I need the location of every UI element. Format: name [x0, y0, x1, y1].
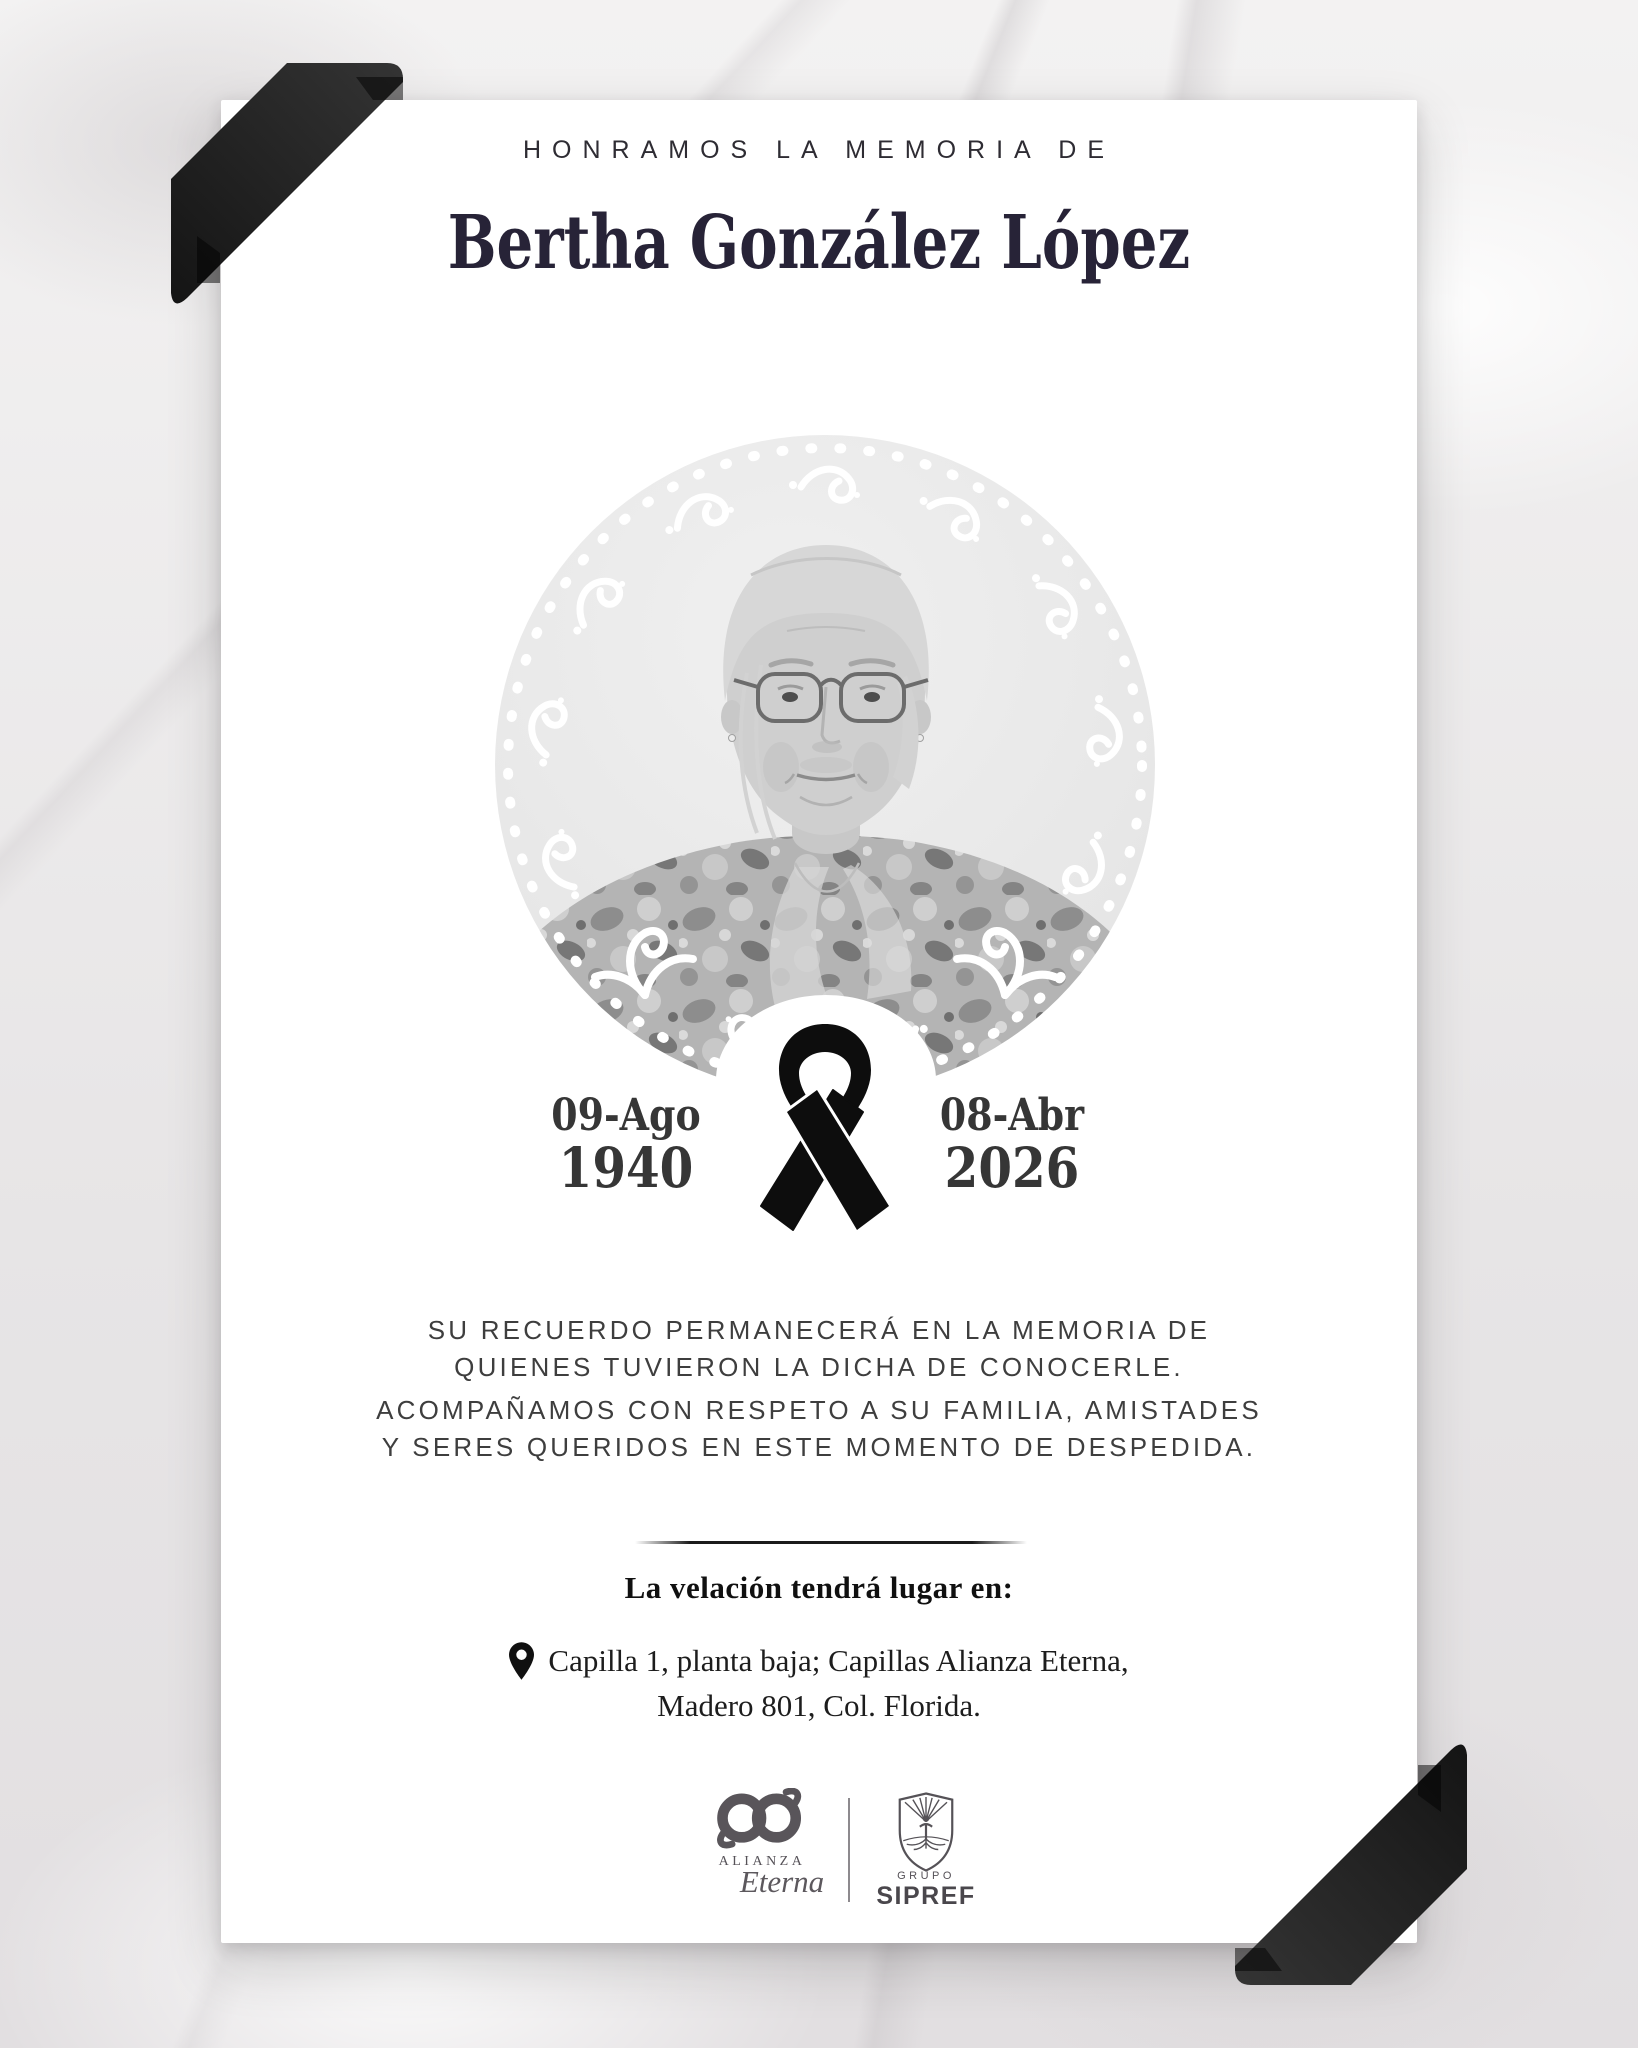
eyebrow-heading: HONRAMOS LA MEMORIA DE	[522, 136, 1116, 164]
tribute-2-line-2: Y SERES QUERIDOS EN ESTE MOMENTO DE DESPEDIDA.	[381, 1432, 1257, 1462]
tribute-2-line-1: ACOMPAÑAMOS CON RESPETO A SU FAMILIA, AMISTADES	[376, 1395, 1262, 1425]
tribute-paragraph-2	[221, 1392, 1417, 1466]
alianza-wordmark: ALIANZA	[718, 1854, 806, 1869]
birth-year: 1940	[558, 1135, 694, 1200]
logo-divider	[848, 1798, 850, 1902]
death-day-month: 08-Abr	[939, 1090, 1085, 1141]
death-date	[887, 1090, 1137, 1200]
tribute-1-line-2: QUIENES TUVIERON LA DICHA DE CONOCERLE.	[454, 1352, 1184, 1382]
tribute-paragraph-1	[221, 1312, 1417, 1386]
section-divider	[635, 1541, 1027, 1544]
location-pin-icon	[509, 1642, 534, 1680]
wake-location-line-2: Madero 801, Col. Florida.	[657, 1688, 981, 1723]
corner-mourning-band-bottom-right	[1188, 1718, 1488, 2018]
wake-location	[221, 1638, 1417, 1728]
grupo-sipref-logo	[871, 1790, 981, 1911]
mourning-ribbon-icon	[745, 1018, 905, 1248]
alianza-rings-icon	[709, 1788, 815, 1852]
birth-date	[501, 1090, 751, 1200]
corner-mourning-band-top-left	[150, 30, 450, 330]
sipref-wordmark: SIPREF	[876, 1882, 976, 1910]
birth-day-month: 09-Ago	[551, 1090, 701, 1141]
sipref-shield-icon	[890, 1790, 962, 1874]
sipref-group-label: GRUPO	[897, 1870, 955, 1882]
wake-heading: La velación tendrá lugar en:	[624, 1570, 1014, 1605]
alianza-eterna-logo	[699, 1788, 825, 1900]
memorial-card	[221, 100, 1417, 1943]
tribute-1-line-1: SU RECUERDO PERMANECERÁ EN LA MEMORIA DE	[427, 1315, 1211, 1345]
death-year: 2026	[944, 1135, 1080, 1200]
alianza-script-wordmark: Eterna	[739, 1864, 825, 1899]
deceased-name: Bertha González López	[447, 200, 1191, 286]
wake-location-line-1: Capilla 1, planta baja; Capillas Alianza Eterna,	[548, 1643, 1129, 1678]
